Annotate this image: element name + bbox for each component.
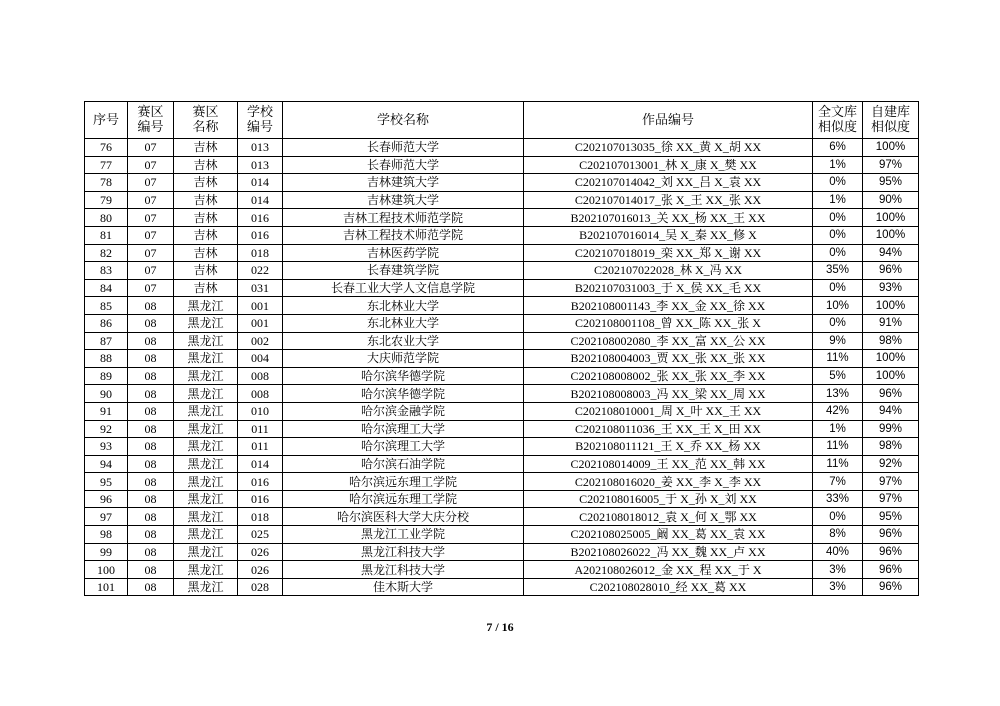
header-region-name: 赛区 名称	[174, 102, 238, 139]
cell-index: 87	[85, 332, 128, 350]
table-row	[85, 385, 919, 403]
cell-school-code: 018	[238, 244, 283, 262]
cell-school-name: 吉林医药学院	[283, 244, 524, 262]
cell-region-name: 黑龙江	[174, 561, 238, 579]
table-row	[85, 314, 919, 332]
cell-school-code: 010	[238, 402, 283, 420]
cell-self-built-similarity: 96%	[863, 543, 919, 561]
cell-school-name: 东北林业大学	[283, 297, 524, 315]
cell-region-name: 吉林	[174, 226, 238, 244]
cell-full-text-similarity: 10%	[813, 297, 863, 315]
cell-work-id: C202107018019_栾 XX_郑 X_谢 XX	[524, 244, 813, 262]
cell-region-code: 08	[128, 473, 174, 491]
cell-region-name: 黑龙江	[174, 314, 238, 332]
cell-self-built-similarity: 99%	[863, 420, 919, 438]
cell-school-code: 028	[238, 578, 283, 596]
cell-region-code: 08	[128, 578, 174, 596]
cell-work-id: C202108025005_阚 XX_葛 XX_袁 XX	[524, 526, 813, 544]
table-row	[85, 367, 919, 385]
cell-school-code: 016	[238, 209, 283, 227]
cell-school-code: 001	[238, 314, 283, 332]
cell-self-built-similarity: 94%	[863, 244, 919, 262]
cell-school-code: 002	[238, 332, 283, 350]
cell-full-text-similarity: 1%	[813, 420, 863, 438]
cell-school-code: 031	[238, 279, 283, 297]
cell-region-name: 吉林	[174, 279, 238, 297]
cell-school-name: 长春建筑学院	[283, 262, 524, 280]
table-row	[85, 578, 919, 596]
cell-work-id: B202107016013_关 XX_杨 XX_王 XX	[524, 209, 813, 227]
cell-school-code: 008	[238, 385, 283, 403]
cell-region-code: 08	[128, 561, 174, 579]
cell-work-id: C202107013001_林 X_康 X_樊 XX	[524, 156, 813, 174]
cell-region-code: 08	[128, 314, 174, 332]
cell-region-code: 08	[128, 508, 174, 526]
cell-school-name: 长春师范大学	[283, 156, 524, 174]
cell-school-name: 黑龙江工业学院	[283, 526, 524, 544]
cell-full-text-similarity: 35%	[813, 262, 863, 280]
cell-index: 80	[85, 209, 128, 227]
page-number: 7 / 16	[486, 620, 514, 634]
cell-index: 77	[85, 156, 128, 174]
cell-self-built-similarity: 100%	[863, 139, 919, 157]
header-self-built-similarity: 自建库 相似度	[863, 102, 919, 139]
cell-work-id: B202107016014_吴 X_秦 XX_修 X	[524, 226, 813, 244]
cell-region-code: 08	[128, 332, 174, 350]
cell-self-built-similarity: 96%	[863, 262, 919, 280]
cell-self-built-similarity: 97%	[863, 490, 919, 508]
cell-self-built-similarity: 93%	[863, 279, 919, 297]
cell-full-text-similarity: 0%	[813, 209, 863, 227]
cell-self-built-similarity: 100%	[863, 367, 919, 385]
cell-work-id: C202107022028_林 X_冯 XX	[524, 262, 813, 280]
cell-school-code: 011	[238, 438, 283, 456]
cell-work-id: C202108016005_于 X_孙 X_刘 XX	[524, 490, 813, 508]
cell-school-name: 吉林工程技术师范学院	[283, 209, 524, 227]
cell-school-name: 哈尔滨理工大学	[283, 438, 524, 456]
cell-region-name: 黑龙江	[174, 455, 238, 473]
cell-full-text-similarity: 13%	[813, 385, 863, 403]
cell-work-id: B202108001143_李 XX_金 XX_徐 XX	[524, 297, 813, 315]
cell-school-name: 哈尔滨远东理工学院	[283, 490, 524, 508]
cell-index: 85	[85, 297, 128, 315]
cell-self-built-similarity: 90%	[863, 191, 919, 209]
cell-school-name: 长春工业大学人文信息学院	[283, 279, 524, 297]
table-row	[85, 455, 919, 473]
cell-work-id: B202107031003_于 X_侯 XX_毛 XX	[524, 279, 813, 297]
cell-region-name: 黑龙江	[174, 508, 238, 526]
cell-self-built-similarity: 92%	[863, 455, 919, 473]
cell-self-built-similarity: 96%	[863, 578, 919, 596]
table-row	[85, 350, 919, 368]
cell-full-text-similarity: 11%	[813, 438, 863, 456]
cell-work-id: C202108002080_李 XX_富 XX_公 XX	[524, 332, 813, 350]
cell-work-id: C202108001108_曾 XX_陈 XX_张 X	[524, 314, 813, 332]
cell-work-id: C202108011036_王 XX_王 X_田 XX	[524, 420, 813, 438]
table-header-row	[85, 102, 919, 139]
cell-index: 78	[85, 174, 128, 192]
cell-region-code: 07	[128, 209, 174, 227]
cell-work-id: B202108008003_冯 XX_梁 XX_周 XX	[524, 385, 813, 403]
table-body	[85, 139, 919, 596]
cell-index: 100	[85, 561, 128, 579]
cell-index: 93	[85, 438, 128, 456]
cell-full-text-similarity: 6%	[813, 139, 863, 157]
cell-school-code: 016	[238, 473, 283, 491]
table-row	[85, 226, 919, 244]
cell-school-code: 022	[238, 262, 283, 280]
cell-region-code: 08	[128, 490, 174, 508]
cell-full-text-similarity: 0%	[813, 244, 863, 262]
cell-region-name: 吉林	[174, 191, 238, 209]
cell-school-name: 佳木斯大学	[283, 578, 524, 596]
cell-school-name: 东北林业大学	[283, 314, 524, 332]
cell-region-code: 08	[128, 350, 174, 368]
table-row	[85, 526, 919, 544]
cell-full-text-similarity: 33%	[813, 490, 863, 508]
cell-self-built-similarity: 100%	[863, 297, 919, 315]
cell-region-code: 07	[128, 139, 174, 157]
table-row	[85, 561, 919, 579]
cell-region-name: 黑龙江	[174, 438, 238, 456]
cell-index: 101	[85, 578, 128, 596]
table-row	[85, 262, 919, 280]
cell-school-name: 吉林建筑大学	[283, 191, 524, 209]
cell-index: 95	[85, 473, 128, 491]
cell-school-name: 哈尔滨医科大学大庆分校	[283, 508, 524, 526]
cell-self-built-similarity: 100%	[863, 226, 919, 244]
header-school-name: 学校名称	[283, 102, 524, 139]
cell-self-built-similarity: 98%	[863, 438, 919, 456]
table-row	[85, 156, 919, 174]
cell-self-built-similarity: 100%	[863, 350, 919, 368]
cell-region-name: 吉林	[174, 209, 238, 227]
cell-region-code: 07	[128, 191, 174, 209]
similarity-results-table	[84, 101, 919, 596]
cell-school-name: 哈尔滨石油学院	[283, 455, 524, 473]
cell-self-built-similarity: 96%	[863, 385, 919, 403]
cell-region-code: 07	[128, 156, 174, 174]
cell-full-text-similarity: 0%	[813, 314, 863, 332]
header-work-id: 作品编号	[524, 102, 813, 139]
cell-region-name: 黑龙江	[174, 490, 238, 508]
cell-index: 79	[85, 191, 128, 209]
cell-work-id: C202107014017_张 X_王 XX_张 XX	[524, 191, 813, 209]
cell-full-text-similarity: 11%	[813, 350, 863, 368]
cell-region-code: 07	[128, 262, 174, 280]
cell-school-code: 013	[238, 156, 283, 174]
table-row	[85, 191, 919, 209]
cell-region-name: 黑龙江	[174, 526, 238, 544]
cell-region-name: 黑龙江	[174, 543, 238, 561]
cell-region-name: 黑龙江	[174, 473, 238, 491]
cell-region-code: 07	[128, 244, 174, 262]
cell-school-code: 026	[238, 561, 283, 579]
cell-full-text-similarity: 1%	[813, 191, 863, 209]
cell-school-name: 哈尔滨华德学院	[283, 367, 524, 385]
cell-school-code: 026	[238, 543, 283, 561]
cell-self-built-similarity: 97%	[863, 156, 919, 174]
cell-region-name: 吉林	[174, 156, 238, 174]
cell-full-text-similarity: 7%	[813, 473, 863, 491]
cell-region-code: 08	[128, 385, 174, 403]
cell-region-name: 黑龙江	[174, 297, 238, 315]
cell-index: 89	[85, 367, 128, 385]
cell-school-name: 大庆师范学院	[283, 350, 524, 368]
cell-index: 84	[85, 279, 128, 297]
table-row	[85, 508, 919, 526]
cell-school-code: 001	[238, 297, 283, 315]
cell-full-text-similarity: 0%	[813, 226, 863, 244]
cell-region-name: 黑龙江	[174, 350, 238, 368]
cell-work-id: C202107014042_刘 XX_吕 X_袁 XX	[524, 174, 813, 192]
cell-work-id: C202107013035_徐 XX_黄 X_胡 XX	[524, 139, 813, 157]
cell-school-code: 016	[238, 490, 283, 508]
cell-school-name: 黑龙江科技大学	[283, 561, 524, 579]
header-full-text-similarity: 全文库 相似度	[813, 102, 863, 139]
table-row	[85, 332, 919, 350]
cell-index: 92	[85, 420, 128, 438]
cell-work-id: C202108016020_姜 XX_李 X_李 XX	[524, 473, 813, 491]
cell-school-name: 哈尔滨远东理工学院	[283, 473, 524, 491]
cell-region-code: 07	[128, 226, 174, 244]
cell-region-name: 黑龙江	[174, 367, 238, 385]
cell-index: 83	[85, 262, 128, 280]
cell-full-text-similarity: 3%	[813, 578, 863, 596]
cell-full-text-similarity: 0%	[813, 174, 863, 192]
cell-index: 88	[85, 350, 128, 368]
cell-region-code: 08	[128, 420, 174, 438]
cell-index: 91	[85, 402, 128, 420]
cell-school-code: 025	[238, 526, 283, 544]
cell-region-name: 吉林	[174, 262, 238, 280]
cell-region-name: 吉林	[174, 139, 238, 157]
cell-self-built-similarity: 100%	[863, 209, 919, 227]
cell-work-id: C202108018012_袁 X_何 X_鄂 XX	[524, 508, 813, 526]
table-row	[85, 244, 919, 262]
cell-school-name: 黑龙江科技大学	[283, 543, 524, 561]
cell-index: 76	[85, 139, 128, 157]
cell-index: 81	[85, 226, 128, 244]
cell-region-name: 黑龙江	[174, 420, 238, 438]
cell-school-code: 014	[238, 191, 283, 209]
table-row	[85, 543, 919, 561]
table-row	[85, 402, 919, 420]
cell-self-built-similarity: 94%	[863, 402, 919, 420]
table-row	[85, 279, 919, 297]
cell-self-built-similarity: 98%	[863, 332, 919, 350]
cell-full-text-similarity: 3%	[813, 561, 863, 579]
cell-region-name: 吉林	[174, 244, 238, 262]
table-row	[85, 297, 919, 315]
cell-school-name: 哈尔滨金融学院	[283, 402, 524, 420]
cell-work-id: B202108004003_贾 XX_张 XX_张 XX	[524, 350, 813, 368]
cell-school-name: 长春师范大学	[283, 139, 524, 157]
cell-region-code: 08	[128, 438, 174, 456]
cell-school-code: 018	[238, 508, 283, 526]
table-row	[85, 174, 919, 192]
cell-full-text-similarity: 42%	[813, 402, 863, 420]
cell-school-code: 016	[238, 226, 283, 244]
cell-self-built-similarity: 91%	[863, 314, 919, 332]
cell-work-id: A202108026012_金 XX_程 XX_于 X	[524, 561, 813, 579]
cell-work-id: C202108010001_周 X_叶 XX_王 XX	[524, 402, 813, 420]
cell-school-code: 008	[238, 367, 283, 385]
cell-index: 94	[85, 455, 128, 473]
cell-school-code: 011	[238, 420, 283, 438]
cell-region-name: 黑龙江	[174, 578, 238, 596]
cell-index: 97	[85, 508, 128, 526]
table-row	[85, 473, 919, 491]
cell-full-text-similarity: 5%	[813, 367, 863, 385]
cell-region-code: 08	[128, 402, 174, 420]
cell-work-id: B202108026022_冯 XX_魏 XX_卢 XX	[524, 543, 813, 561]
cell-self-built-similarity: 96%	[863, 526, 919, 544]
cell-school-name: 哈尔滨华德学院	[283, 385, 524, 403]
table-row	[85, 490, 919, 508]
cell-index: 86	[85, 314, 128, 332]
cell-school-name: 吉林工程技术师范学院	[283, 226, 524, 244]
cell-work-id: B202108011121_王 X_乔 XX_杨 XX	[524, 438, 813, 456]
cell-full-text-similarity: 0%	[813, 508, 863, 526]
cell-school-name: 哈尔滨理工大学	[283, 420, 524, 438]
table-row	[85, 438, 919, 456]
cell-region-code: 08	[128, 526, 174, 544]
cell-index: 90	[85, 385, 128, 403]
table-row	[85, 209, 919, 227]
cell-self-built-similarity: 95%	[863, 508, 919, 526]
cell-region-name: 吉林	[174, 174, 238, 192]
cell-index: 98	[85, 526, 128, 544]
cell-school-code: 013	[238, 139, 283, 157]
cell-work-id: C202108014009_王 XX_范 XX_韩 XX	[524, 455, 813, 473]
cell-region-code: 08	[128, 297, 174, 315]
cell-full-text-similarity: 40%	[813, 543, 863, 561]
cell-self-built-similarity: 97%	[863, 473, 919, 491]
cell-school-code: 014	[238, 174, 283, 192]
cell-region-name: 黑龙江	[174, 332, 238, 350]
cell-self-built-similarity: 95%	[863, 174, 919, 192]
header-index: 序号	[85, 102, 128, 139]
cell-region-name: 黑龙江	[174, 385, 238, 403]
cell-work-id: C202108008002_张 XX_张 XX_李 XX	[524, 367, 813, 385]
cell-region-name: 黑龙江	[174, 402, 238, 420]
cell-school-code: 014	[238, 455, 283, 473]
cell-work-id: C202108028010_经 XX_葛 XX	[524, 578, 813, 596]
cell-region-code: 07	[128, 174, 174, 192]
cell-school-name: 东北农业大学	[283, 332, 524, 350]
header-school-code: 学校 编号	[238, 102, 283, 139]
cell-region-code: 08	[128, 367, 174, 385]
cell-index: 82	[85, 244, 128, 262]
cell-full-text-similarity: 8%	[813, 526, 863, 544]
table-row	[85, 420, 919, 438]
cell-index: 99	[85, 543, 128, 561]
cell-index: 96	[85, 490, 128, 508]
cell-school-name: 吉林建筑大学	[283, 174, 524, 192]
cell-region-code: 07	[128, 279, 174, 297]
cell-full-text-similarity: 0%	[813, 279, 863, 297]
cell-full-text-similarity: 11%	[813, 455, 863, 473]
cell-full-text-similarity: 1%	[813, 156, 863, 174]
cell-self-built-similarity: 96%	[863, 561, 919, 579]
cell-full-text-similarity: 9%	[813, 332, 863, 350]
cell-region-code: 08	[128, 455, 174, 473]
cell-school-code: 004	[238, 350, 283, 368]
cell-region-code: 08	[128, 543, 174, 561]
table-row	[85, 139, 919, 157]
results-table-container	[84, 101, 918, 596]
header-region-code: 赛区 编号	[128, 102, 174, 139]
